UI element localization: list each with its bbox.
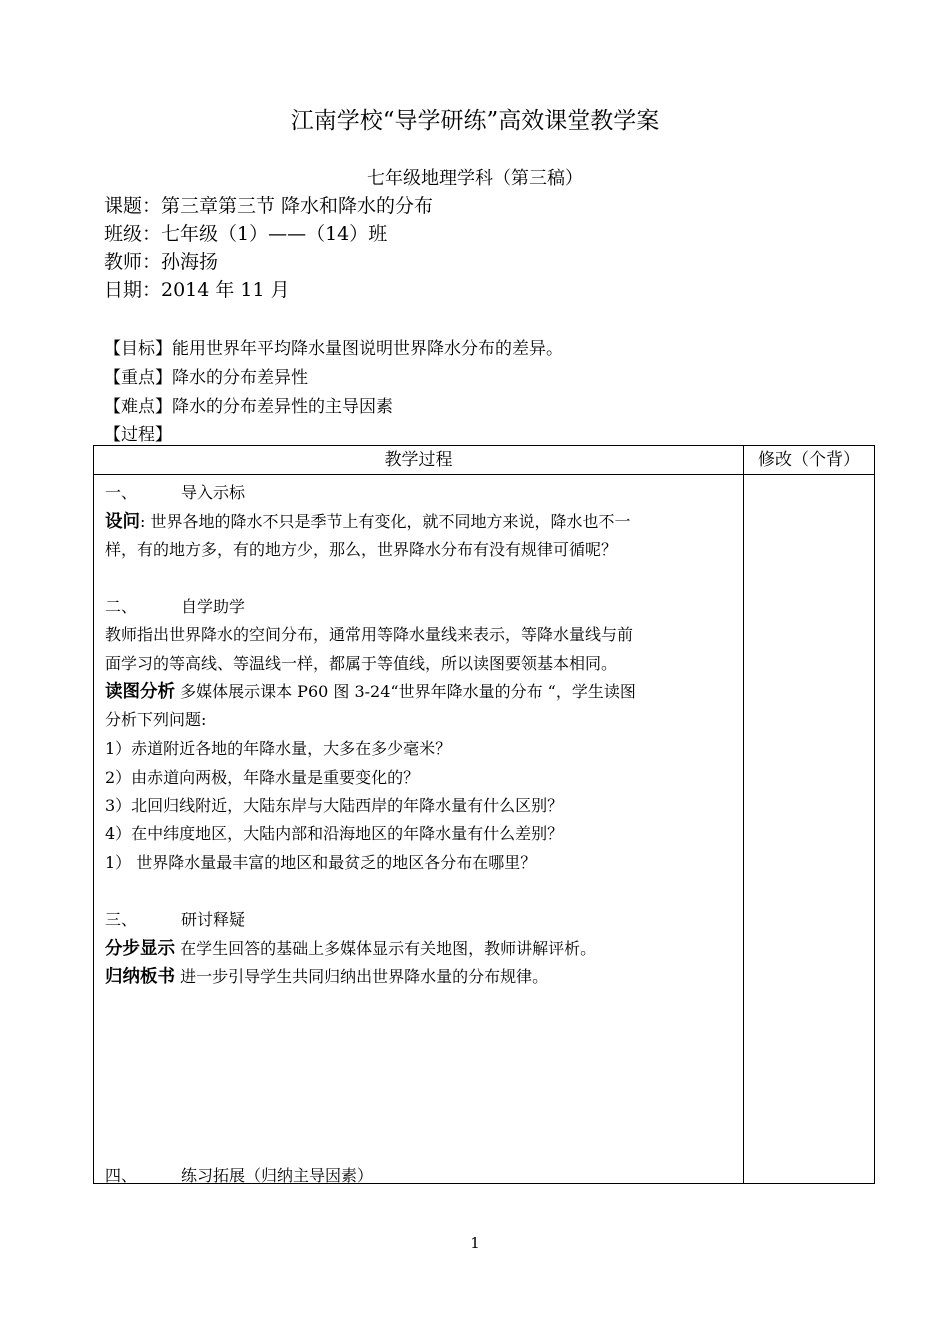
section-1-heading <box>105 480 245 503</box>
section-1-title: 导入示标 <box>181 483 246 502</box>
summary-text: 进一步引导学生共同归纳出世界降水量的分布规律。 <box>175 967 549 986</box>
section-4-number: 四、 <box>105 1166 138 1185</box>
topic-line: 课题：第三章第三节 降水和降水的分布 <box>104 195 434 217</box>
summary-line <box>105 963 548 988</box>
question-label: 设问 <box>105 512 140 532</box>
teacher-line: 教师：孙海扬 <box>104 251 219 273</box>
section-4-heading <box>105 1163 373 1186</box>
question-line-1 <box>105 508 630 533</box>
question-item-2: 2）由赤道向两极，年降水量是重要变化的？ <box>105 768 420 787</box>
goal-line: 【目标】能用世界年平均降水量图说明世界降水分布的差异。 <box>104 339 563 359</box>
date-line: 日期：2014 年 11 月 <box>104 279 290 301</box>
question-text-1: : 世界各地的降水不只是季节上有变化，就不同地方来说，降水也不一 <box>140 512 631 531</box>
map-reading-line-1 <box>105 678 636 703</box>
difficulty-line: 【难点】降水的分布差异性的主导因素 <box>104 397 393 417</box>
page-subtitle: 七年级地理学科（第三稿） <box>367 168 583 189</box>
process-label: 【过程】 <box>104 425 172 445</box>
step-display-text: 在学生回答的基础上多媒体显示有关地图，教师讲解评析。 <box>175 939 597 958</box>
map-reading-label: 读图分析 <box>105 682 175 702</box>
table-body-row <box>94 475 875 1184</box>
section-2-heading <box>105 594 245 617</box>
question-item-4: 4）在中纬度地区，大陆内部和沿海地区的年降水量有什么差别？ <box>105 824 564 843</box>
revision-cell <box>744 475 875 1184</box>
key-point-line: 【重点】降水的分布差异性 <box>104 368 308 388</box>
table-header-row <box>94 446 875 475</box>
section-2-title: 自学助学 <box>181 597 246 616</box>
self-study-line-2: 面学习的等高线、等温线一样，都属于等值线，所以读图要领基本相同。 <box>105 654 618 673</box>
question-item-5: 1） 世界降水量最丰富的地区和最贫乏的地区各分布在哪里？ <box>105 853 537 872</box>
section-4-title: 练习拓展（归纳主导因素） <box>181 1166 374 1185</box>
page-title: 江南学校“导学研练”高效课堂教学案 <box>290 108 660 134</box>
header-revision: 修改（个背） <box>744 446 875 475</box>
map-reading-text-1: 多媒体展示课本 P60 图 3-24“世界年降水量的分布 “，学生读图 <box>175 682 636 701</box>
page-number: 1 <box>470 1234 480 1252</box>
question-line-2: 样，有的地方多，有的地方少，那么，世界降水分布有没有规律可循呢？ <box>105 540 618 559</box>
section-3-number: 三、 <box>105 910 138 929</box>
self-study-line-1: 教师指出世界降水的空间分布，通常用等降水量线来表示，等降水量线与前 <box>105 625 634 644</box>
section-1-number: 一、 <box>105 483 138 502</box>
process-content-cell <box>94 475 744 1184</box>
map-reading-line-2: 分析下列问题: <box>105 710 207 729</box>
step-display-line <box>105 935 596 960</box>
section-3-title: 研讨释疑 <box>181 910 246 929</box>
section-3-heading <box>105 907 245 930</box>
section-2-number: 二、 <box>105 597 138 616</box>
teaching-process-table <box>93 445 875 1184</box>
question-item-3: 3）北回归线附近，大陆东岸与大陆西岸的年降水量有什么区别？ <box>105 796 564 815</box>
class-line: 班级：七年级（1）——（14）班 <box>104 223 388 245</box>
header-teaching-process: 教学过程 <box>94 446 744 475</box>
step-display-label: 分步显示 <box>105 939 175 959</box>
question-item-1: 1）赤道附近各地的年降水量，大多在多少毫米？ <box>105 739 452 758</box>
summary-label: 归纳板书 <box>105 967 175 987</box>
